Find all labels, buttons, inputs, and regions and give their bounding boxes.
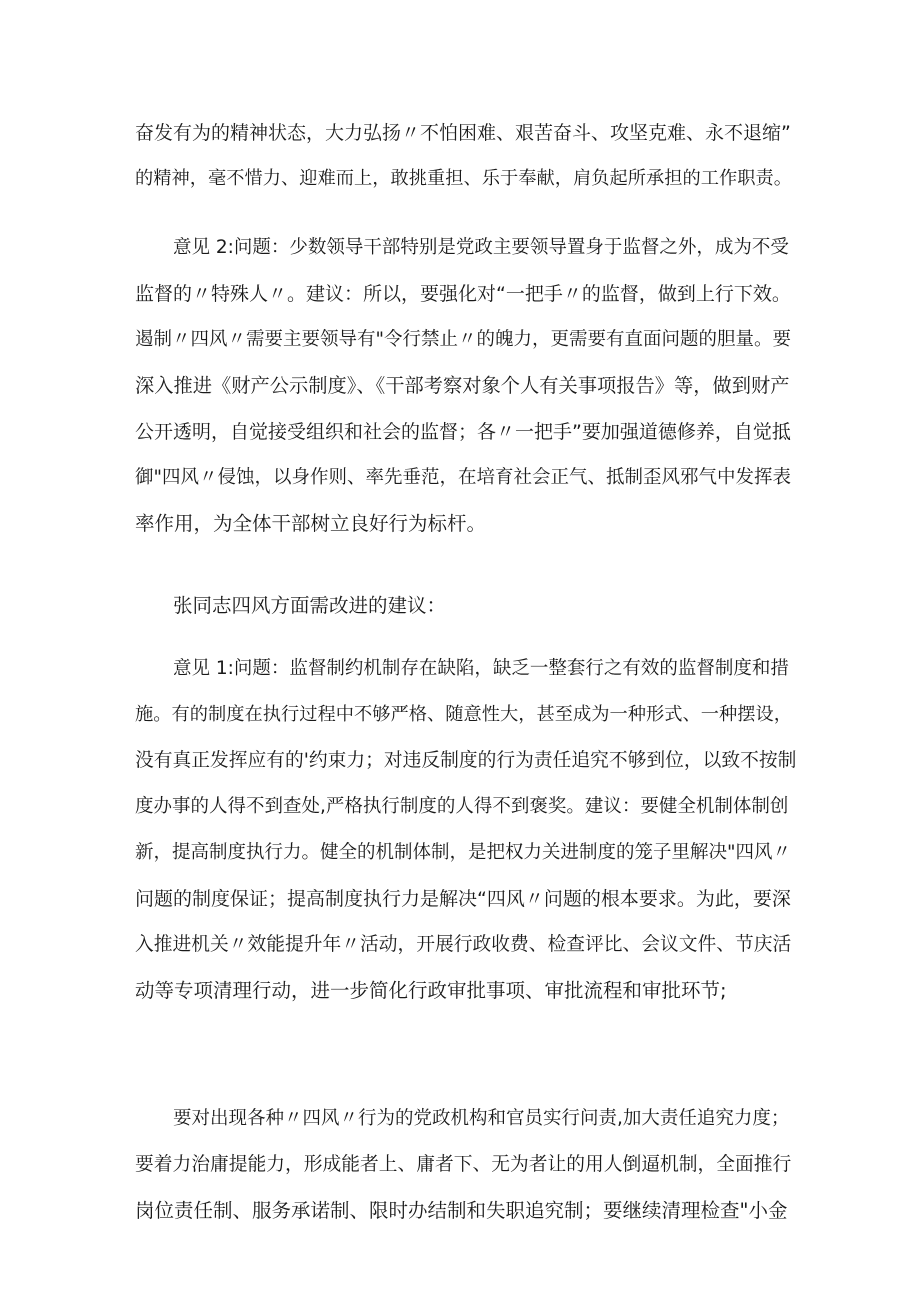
- paragraph-spirit-continuation: [135, 110, 795, 202]
- text-line: 意见 2:问题：少数领导干部特别是党政主要领导置身于监督之外，成为不受: [173, 237, 789, 258]
- text-line: 岗位责任制、服务承诺制、限时办结制和失职追究制；要继续清理检查"小金: [135, 1199, 788, 1222]
- section-heading-zhang-suggestions: [135, 583, 795, 629]
- text-line: 的精神，毫不惜力、迎难而上，敢挑重担、乐于奉献，肩负起所承担的工作职责。: [135, 168, 792, 189]
- text-line: 问题的制度保证；提高制度执行力是解决“四风〃问题的根本要求。为此，要深: [135, 888, 791, 910]
- text-line: 要对出现各种〃四风〃行为的党政机构和官员实行问责,加大责任追究力度；: [173, 1108, 790, 1129]
- text-line: 度办事的人得不到查处,严格执行制度的人得不到褒奖。建议：要健全机制体制创: [135, 796, 789, 817]
- text-line: 新，提高制度执行力。健全的机制体制，是把权力关进制度的笼子里解决"四风〃: [135, 842, 792, 863]
- paragraph-accountability: [135, 1096, 795, 1234]
- text-line: 施。有的制度在执行过程中不够严格、随意性大，甚至成为一种形式、一种摆设，: [135, 704, 792, 725]
- text-line: 没有真正发挥应有的'约束力；对违反制度的行为责任追究不够到位，以致不按制: [135, 750, 797, 771]
- text-line: 监督的〃特殊人〃。建议：所以，要强化对“一把手〃的监督，做到上行下效。: [135, 283, 791, 305]
- text-line: 入推进机关〃效能提升年〃活动，开展行政收费、检查评比、会议文件、节庆活: [135, 934, 792, 955]
- text-line: 要着力治庸提能力，形成能者上、庸者下、无为者让的用人倒逼机制，全面推行: [135, 1154, 792, 1175]
- text-line: 动等专项清理行动，进一步简化行政审批事项、审批流程和审批环节;: [135, 979, 727, 1002]
- text-line: 遏制〃四风〃需要主要领导有"令行禁止〃的魄力，更需要有直面问题的胆量。要: [135, 329, 792, 350]
- text-line: 御"四风〃侵蚀，以身作则、率先垂范，在培育社会正气、抵制歪风邪气中发挥表: [135, 467, 792, 488]
- section-heading: 张同志四风方面需改进的建议：: [173, 594, 447, 617]
- text-line: 公开透明，自觉接受组织和社会的监督；各〃一把手”要加强道德修养，自觉抵: [135, 421, 791, 443]
- paragraph-opinion-1: [135, 646, 795, 1014]
- text-line: 奋发有为的精神状态，大力弘扬〃不怕困难、艰苦奋斗、攻坚克难、永不退缩”: [135, 122, 791, 144]
- paragraph-opinion-2: [135, 225, 795, 547]
- text-line: 率作用，为全体干部树立良好行为标杆。: [135, 512, 487, 535]
- text-line: 深入推进《财产公示制度》、《干部考察对象个人有关事项报告》等，做到财产: [135, 374, 790, 397]
- text-line: 意见 1:问题：监督制约机制存在缺陷，缺乏一整套行之有效的监督制度和措: [173, 658, 789, 679]
